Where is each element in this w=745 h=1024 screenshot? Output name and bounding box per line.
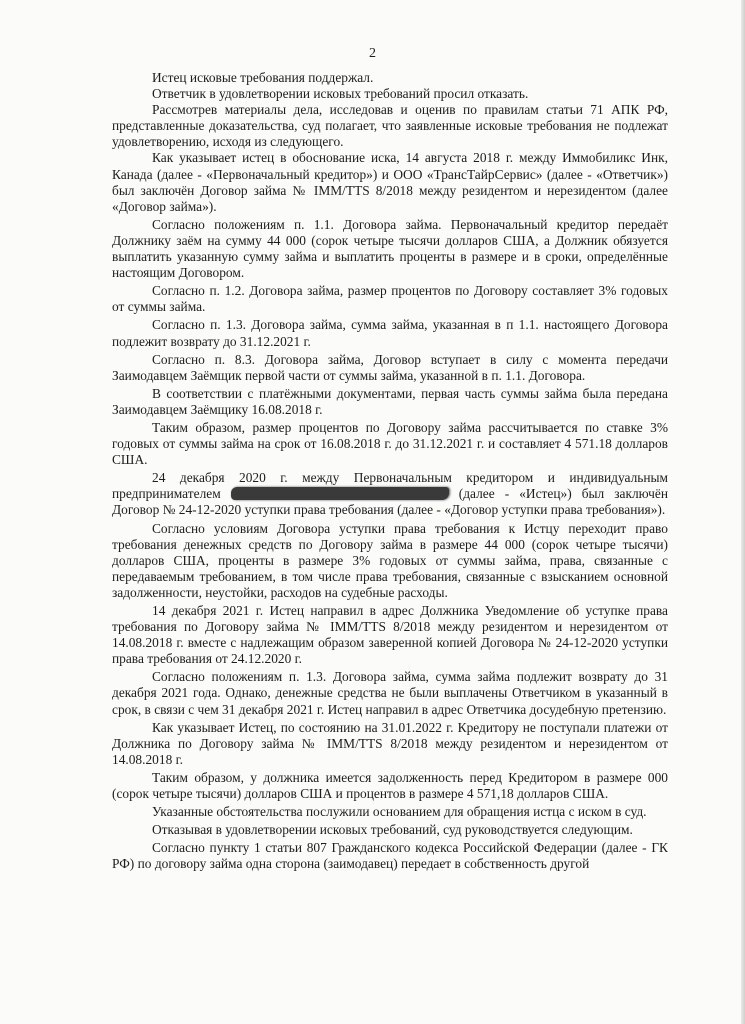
scan-edge-shadow [741,0,745,1024]
paragraph: Как указывает истец в обоснование иска, 14 августа 2018 г. между Иммобиликс Инк, Канада (далее - «Первоначальный кредитор») и ООО «ТрансТайрСервис» (далее - «Ответчик») был заключён Договор займа № IMM/TTS 8/2018 между резидентом и нерезидентом (далее «Договор займа»). [112,150,668,214]
paragraph-assignment-party: предпринимателем [112,486,221,502]
paragraph: Истец исковые требования поддержал. [152,70,374,85]
paragraph: В соответствии с платёжными документами, первая часть суммы займа была передана Заимодавцем Заёмщику 16.08.2018 г. [112,385,668,417]
paragraph: Согласно п. 1.3. Договора займа, сумма займа, указанная в п 1.1. настоящего Договора подлежит возврату до 31.12.2021 г. [112,317,668,349]
document-body [112,70,668,873]
paragraph: Рассмотрев материалы дела, исследовав и оценив по правилам статьи 71 АПК РФ, представленные доказательства, суд полагает, что заявленные исковые требования не подлежат удовлетворению, исходя из следующего. [112,102,668,150]
paragraph: Согласно положениям п. 1.3. Договора займа, сумма займа подлежит возврату до 31 декабря 2021 года. Однако, денежные средства не были выплачены Ответчиком в указанный в срок, в связи с чем 31 декабря 2021 г. Истец направил в адрес Ответчика досудебную претензию. [112,669,668,717]
paragraph: Как указывает Истец, по состоянию на 31.01.2022 г. Кредитору не поступали платежи от Должника по Договору займа № IMM/TTS 8/2018 между резидентом и нерезидентом от 14.08.2018 г. [112,719,668,767]
paragraph-assignment-lead: 24 декабря 2020 г. между Первоначальным кредитором и индивидуальным [152,470,668,486]
paragraph: Согласно условиям Договора уступки права требования к Истцу переходит право требования денежных средств по Договору займа в размере 44 000 (сорок четыре тысячи) долларов США, проценты в размере 3% годовых от суммы займа, права, связанные с передаваемым требованием, в том числе права требования, связанные с взысканием основной задолженности, неустойки, расходов на судебные расходы. [112,520,668,600]
paragraph-assignment [112,470,668,518]
paragraph: Таким образом, у должника имеется задолженность перед Кредитором в размере 000 (сорок четыре тысячи) долларов США и процентов в размере 4 571,18 долларов США. [112,769,668,802]
paragraph: Указанные обстоятельства послужили основанием для обращения истца с иском в суд. [152,804,647,820]
paragraph: Согласно положениям п. 1.1. Договора займа. Первоначальный кредитор передаёт Должнику заём на сумму 44 000 (сорок четыре тысячи долларов США, а Должник обязуется выплатить указанную сумму займа и выплатить проценты в размере и в сроки, определённые настоящим Договором. [112,216,668,281]
paragraph: Согласно пункту 1 статьи 807 Гражданского кодекса Российской Федерации (далее - ГК РФ) по договору займа одна сторона (заимодавец) передает в собственность другой [112,840,668,872]
paragraph: Согласно п. 1.2. Договора займа, размер процентов по Договору составляет 3% годовых от суммы займа. [112,283,668,315]
redacted-name [231,487,449,500]
paragraph: Согласно п. 8.3. Договора займа, Договор вступает в силу с момента передачи Заимодавцем Заёмщик первой части от суммы займа, указанной в п. 1.1. Договора. [112,351,668,383]
page-number: 2 [369,46,376,61]
paragraph-assignment-rest: (далее - «Истец») был заключён Договор № 24-12-2020 уступки права требования (далее - «Договор уступки права требования»). [112,486,668,518]
paragraph: Отказывая в удовлетворении исковых требований, суд руководствуется следующим. [152,822,633,838]
paragraph: 14 декабря 2021 г. Истец направил в адрес Должника Уведомление об уступке права требования по Договору займа № IMM/TTS 8/2018 между резидентом и нерезидентом от 14.08.2018 г. вместе с надлежащим образом заверенной копией Договора № 24-12-2020 уступки права требования от 24.12.2020 г. [112,603,668,667]
paragraph: Таким образом, размер процентов по Договору займа рассчитывается по ставке 3% годовых от суммы займа на срок от 16.08.2018 г. до 31.12.2021 г. и составляет 4 571.18 долларов США. [112,419,668,468]
paragraph: Ответчик в удовлетворении исковых требований просил отказать. [152,86,529,102]
